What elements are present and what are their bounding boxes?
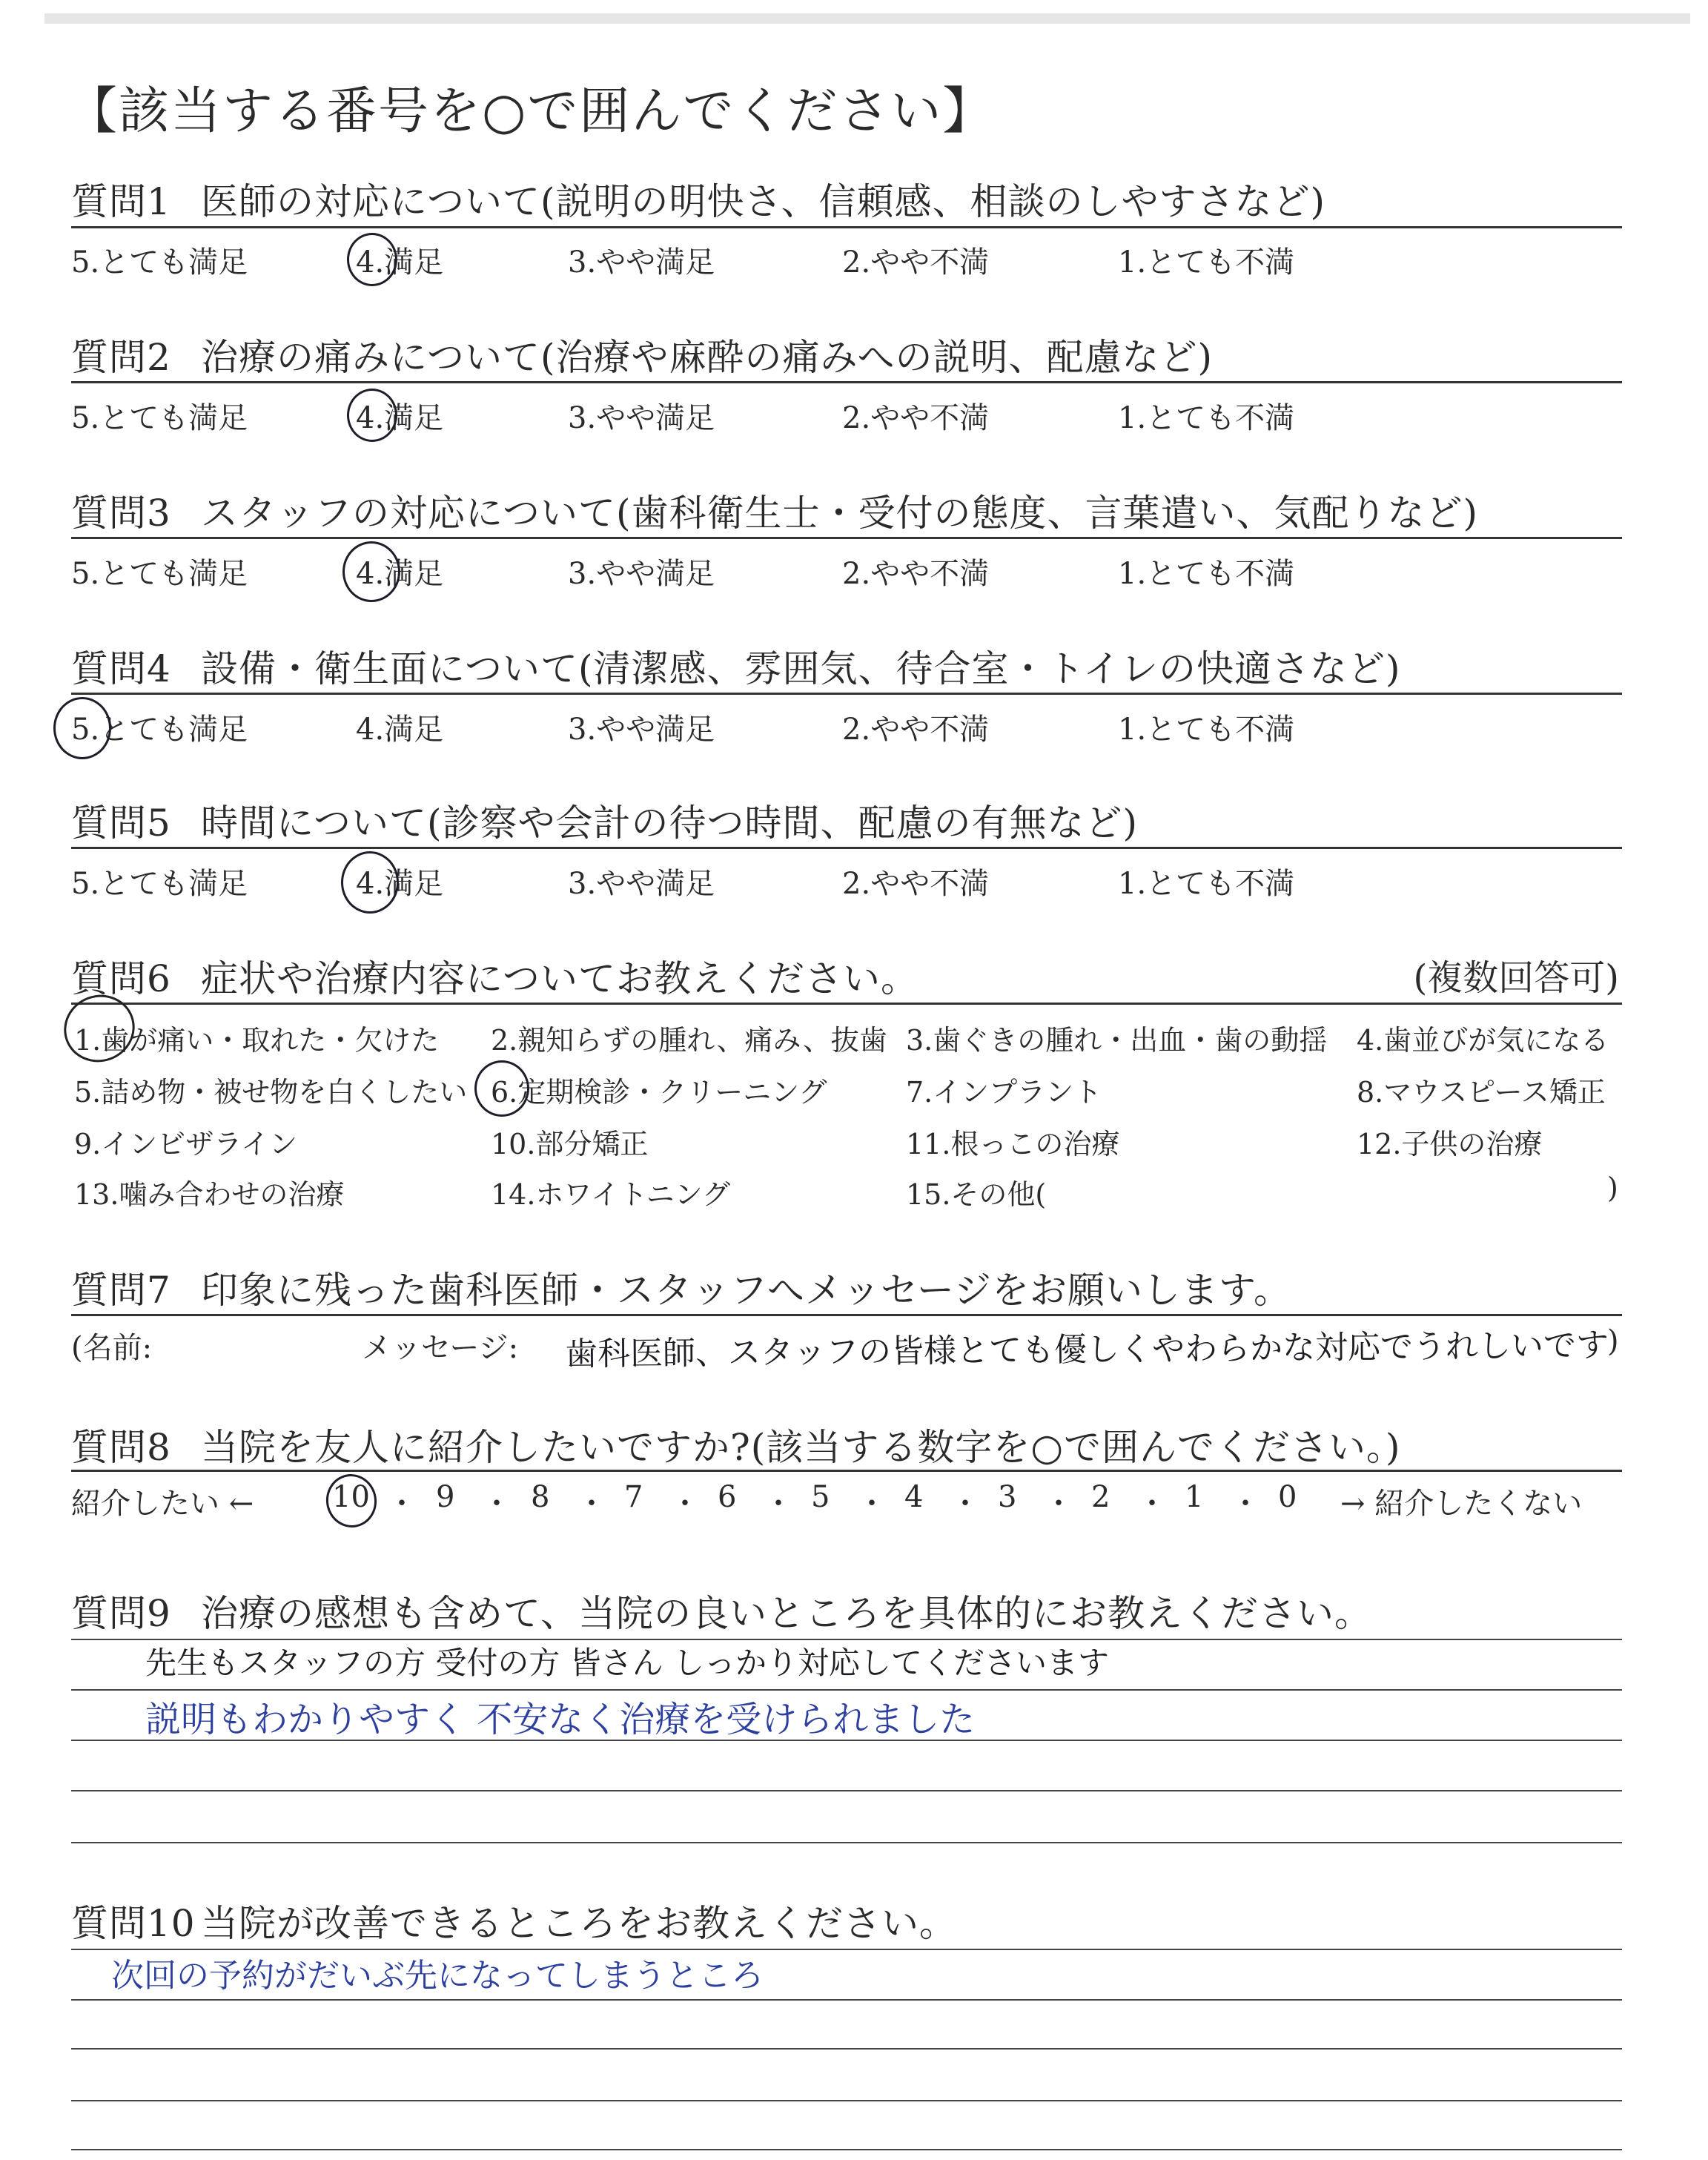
scale-separator: ・ (670, 1487, 700, 1521)
q5-option-3[interactable]: 3.やや満足 (568, 867, 715, 901)
q6-other-close-paren: ) (1607, 1172, 1618, 1204)
question-3 (71, 483, 1478, 537)
question-1 (71, 172, 1325, 225)
q2-option-5[interactable]: 5.とても満足 (71, 401, 248, 435)
divider (71, 226, 1622, 228)
q5-option-5[interactable]: 5.とても満足 (71, 867, 248, 901)
question-6 (71, 949, 918, 1003)
recommend-left-label: 紹介したい ← (71, 1487, 254, 1521)
divider (71, 847, 1622, 849)
question-number: 質問3 (71, 492, 171, 535)
scale-separator: ・ (387, 1487, 417, 1521)
question-text: 印象に残った歯科医師・スタッフへメッセージをお願いします。 (201, 1269, 1291, 1312)
handwritten-answer-line-1: 次回の予約がだいぶ先になってしまうところ (111, 1957, 764, 1995)
scale-separator: ・ (1231, 1487, 1260, 1521)
q4-selection-circle (53, 697, 111, 759)
question-text: 当院を友人に紹介したいですか?(該当する数字を○で囲んでください。) (201, 1426, 1401, 1469)
q6-option-8[interactable]: 8.マウスピース矯正 (1357, 1076, 1606, 1109)
q6-option-4[interactable]: 4.歯並びが気になる (1357, 1024, 1609, 1057)
q6-option-11[interactable]: 11.根っこの治療 (906, 1128, 1120, 1160)
q1-option-3[interactable]: 3.やや満足 (568, 245, 715, 280)
question-text: 医師の対応について(説明の明快さ、信頼感、相談のしやすさなど) (201, 180, 1326, 223)
q6-option-6[interactable]: 6.定期検診・クリーニング (491, 1076, 827, 1109)
answer-line (71, 1999, 1622, 2001)
q5-selection-circle (341, 851, 399, 914)
scale-0[interactable]: 0 (1278, 1480, 1297, 1514)
answer-line (71, 2149, 1622, 2150)
scale-1[interactable]: 1 (1185, 1480, 1204, 1514)
q2-option-3[interactable]: 3.やや満足 (568, 401, 715, 435)
scale-separator: ・ (1044, 1487, 1073, 1521)
recommend-right-label: → 紹介したくない (1340, 1487, 1583, 1521)
q6-option-7[interactable]: 7.インプラント (906, 1076, 1102, 1109)
question-text: 当院が改善できるところをお教えください。 (201, 1902, 957, 1945)
scale-4[interactable]: 4 (904, 1480, 924, 1514)
question-text: スタッフの対応について(歯科衛生士・受付の態度、言葉遣い、気配りなど) (201, 492, 1479, 535)
q2-selection-circle (347, 389, 397, 442)
q6-selection-circle-6 (474, 1060, 529, 1117)
scale-5[interactable]: 5 (811, 1480, 830, 1514)
question-number: 質問7 (71, 1269, 171, 1312)
q1-option-2[interactable]: 2.やや不満 (842, 245, 990, 280)
question-4 (71, 639, 1401, 693)
scale-separator: ・ (577, 1487, 606, 1521)
q1-option-4[interactable]: 4.満足 (356, 245, 444, 280)
divider (71, 1470, 1622, 1472)
q4-option-5[interactable]: 5.とても満足 (71, 713, 248, 747)
q6-option-10[interactable]: 10.部分矯正 (491, 1128, 649, 1160)
message-close-paren: ) (1607, 1324, 1619, 1358)
question-8 (71, 1418, 1400, 1471)
q3-option-2[interactable]: 2.やや不満 (842, 557, 990, 591)
scale-8[interactable]: 8 (531, 1480, 550, 1514)
q3-selection-circle (342, 541, 400, 602)
q1-option-1[interactable]: 1.とても不満 (1118, 245, 1295, 280)
divider (71, 693, 1622, 695)
question-number: 質問2 (71, 336, 171, 379)
q5-option-4[interactable]: 4.満足 (356, 867, 444, 901)
question-10 (71, 1894, 957, 1947)
message-label: メッセージ: (362, 1331, 519, 1365)
q6-option-2[interactable]: 2.親知らずの腫れ、痛み、抜歯 (491, 1024, 887, 1057)
handwritten-message: 歯科医師、スタッフの皆様とても優しくやわらかな対応でうれしいです (564, 1326, 1609, 1374)
scale-3[interactable]: 3 (998, 1480, 1017, 1514)
scale-7[interactable]: 7 (624, 1480, 643, 1514)
question-number: 質問1 (71, 180, 171, 223)
scan-top-edge (44, 13, 1690, 24)
q3-option-4[interactable]: 4.満足 (356, 557, 444, 591)
question-number: 質問4 (71, 647, 171, 690)
answer-line (71, 1842, 1622, 1843)
question-9 (71, 1584, 1372, 1637)
question-text: 症状や治療内容についてお教えください。 (201, 957, 918, 1000)
question-number: 質問9 (71, 1592, 171, 1635)
divider (71, 537, 1622, 539)
divider (71, 1003, 1622, 1005)
scale-separator: ・ (764, 1487, 793, 1521)
name-label: (名前: (71, 1331, 153, 1365)
question-text: 治療の痛みについて(治療や麻酔の痛みへの説明、配慮など) (201, 336, 1214, 379)
q4-option-4[interactable]: 4.満足 (356, 713, 444, 747)
q6-option-9[interactable]: 9.インビザライン (74, 1128, 298, 1160)
q3-option-1[interactable]: 1.とても不満 (1118, 557, 1295, 591)
handwritten-answer-line-2: 説明もわかりやすく 不安なく治療を受けられました (145, 1699, 976, 1740)
scale-separator: ・ (482, 1487, 512, 1521)
q2-option-2[interactable]: 2.やや不満 (842, 401, 990, 435)
answer-line (71, 2048, 1622, 2050)
q6-option-13[interactable]: 13.噛み合わせの治療 (74, 1178, 345, 1211)
scale-9[interactable]: 9 (436, 1480, 455, 1514)
scale-6[interactable]: 6 (718, 1480, 737, 1514)
q5-option-1[interactable]: 1.とても不満 (1118, 867, 1295, 901)
q2-option-4[interactable]: 4.満足 (356, 401, 444, 435)
q4-option-1[interactable]: 1.とても不満 (1118, 713, 1295, 747)
q6-option-15[interactable]: 15.その他( (906, 1178, 1047, 1211)
question-7 (71, 1261, 1291, 1314)
answer-line (71, 1790, 1622, 1791)
answer-line (71, 2100, 1622, 2101)
scale-separator: ・ (1137, 1487, 1167, 1521)
handwritten-answer-line-1: 先生もスタッフの方 受付の方 皆さん しっかり対応してくださいます (145, 1645, 1110, 1681)
q6-option-12[interactable]: 12.子供の治療 (1357, 1128, 1543, 1160)
q4-option-3[interactable]: 3.やや満足 (568, 713, 715, 747)
question-number: 質問10 (71, 1902, 196, 1945)
question-text: 時間について(診察や会計の待つ時間、配慮の有無など) (201, 802, 1139, 845)
multiple-answers-note: (複数回答可) (1413, 957, 1619, 999)
q3-option-3[interactable]: 3.やや満足 (568, 557, 715, 591)
scale-separator: ・ (857, 1487, 887, 1521)
question-5 (71, 793, 1138, 847)
scale-10[interactable]: 10 (332, 1480, 370, 1514)
q2-option-1[interactable]: 1.とても不満 (1118, 401, 1295, 435)
q1-option-5[interactable]: 5.とても満足 (71, 245, 248, 280)
scale-separator: ・ (950, 1487, 980, 1521)
q6-option-14[interactable]: 14.ホワイトニング (491, 1178, 731, 1211)
divider (71, 1314, 1622, 1316)
question-text: 治療の感想も含めて、当院の良いところを具体的にお教えください。 (201, 1592, 1372, 1635)
q5-option-2[interactable]: 2.やや不満 (842, 867, 990, 901)
question-number: 質問6 (71, 957, 171, 1000)
q3-option-5[interactable]: 5.とても満足 (71, 557, 248, 591)
question-number: 質問5 (71, 802, 171, 845)
question-text: 設備・衛生面について(清潔感、雰囲気、待合室・トイレの快適さなど) (201, 647, 1401, 690)
scale-2[interactable]: 2 (1091, 1480, 1110, 1514)
q6-option-3[interactable]: 3.歯ぐきの腫れ・出血・歯の動揺 (906, 1024, 1328, 1057)
q1-selection-circle (347, 233, 397, 286)
q4-option-2[interactable]: 2.やや不満 (842, 713, 990, 747)
question-2 (71, 328, 1213, 381)
question-number: 質問8 (71, 1426, 171, 1469)
page-title: 【該当する番号を○で囲んでください】 (67, 82, 995, 141)
divider (71, 381, 1622, 383)
q6-option-5[interactable]: 5.詰め物・被せ物を白くしたい (74, 1076, 468, 1109)
q6-option-1[interactable]: 1.歯が痛い・取れた・欠けた (74, 1024, 440, 1057)
q8-selection-circle (322, 1470, 380, 1532)
